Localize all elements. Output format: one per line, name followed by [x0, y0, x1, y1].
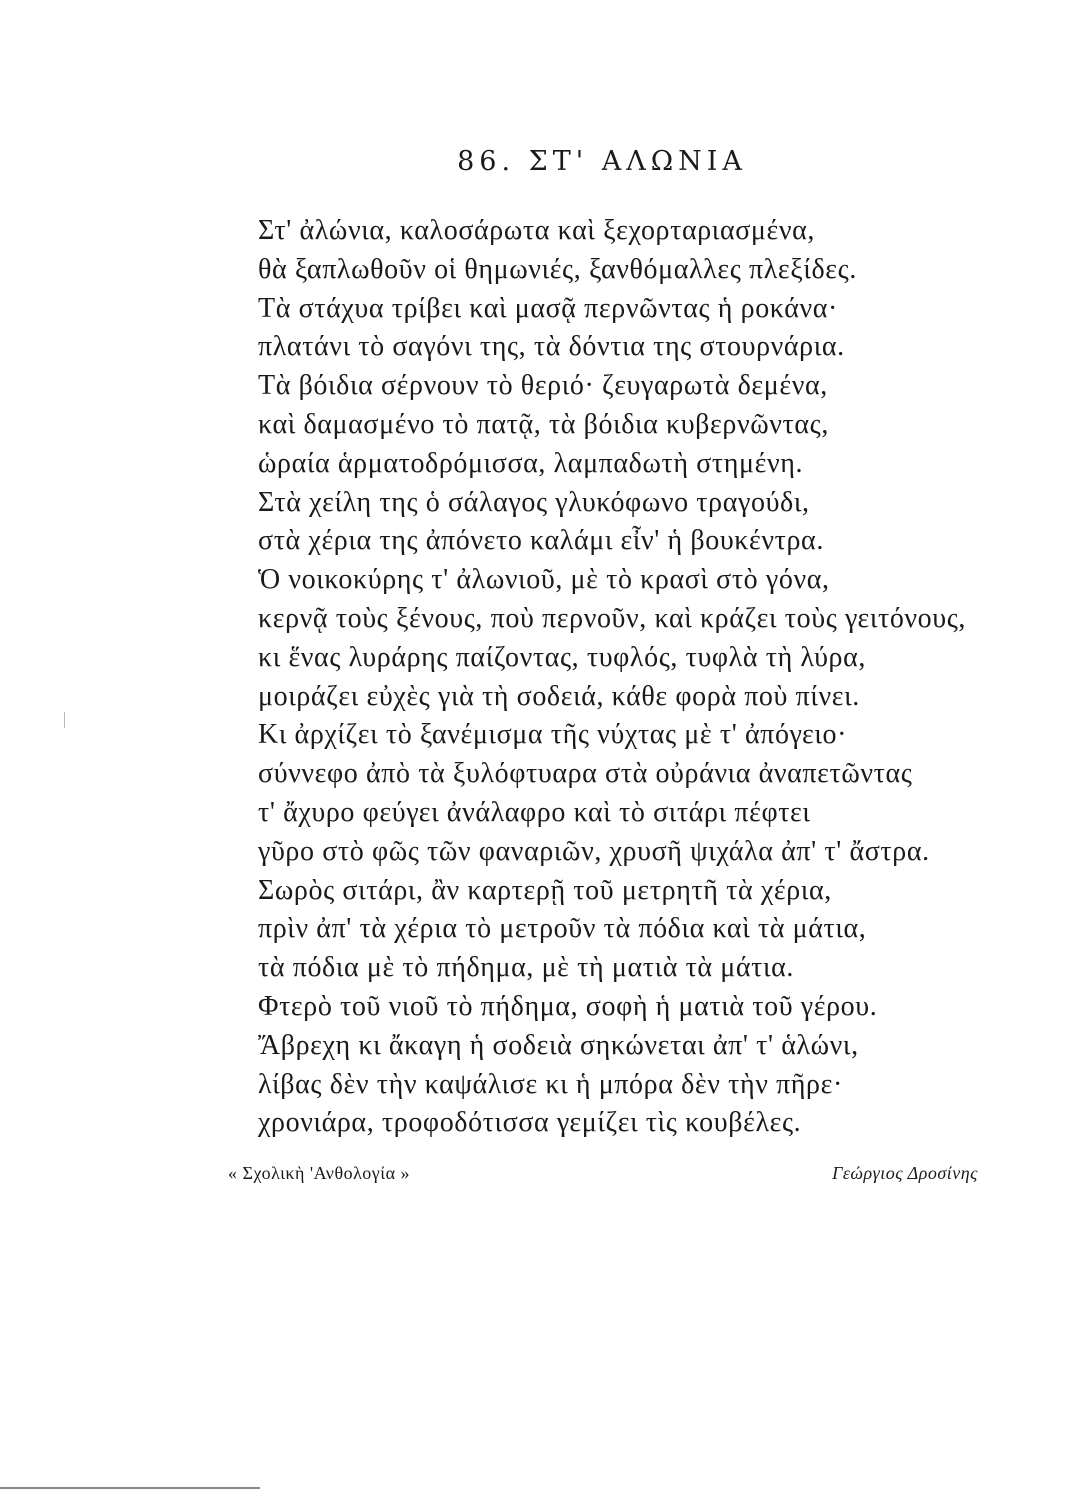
poem-line: σύννεφο ἀπὸ τὰ ξυλόφτυαρα στὰ οὐράνια ἀναπετῶντας	[258, 758, 913, 790]
poem-line: λίβας δὲν τὴν καψάλισε κι ἡ μπόρα δὲν τὴν πῆρε·	[258, 1068, 843, 1100]
poem-line: Τὰ στάχυα τρίβει καὶ μασᾷ περνῶντας ἡ ροκάνα·	[258, 292, 838, 324]
poem-title: 86. ΣΤ' ΑΛΩΝΙΑ	[457, 146, 747, 177]
poem-line: γῦρο στὸ φῶς τῶν φαναριῶν, χρυσῆ ψιχάλα ἀπ' τ' ἄστρα.	[258, 835, 930, 867]
author-name: Γεώργιος Δροσίνης	[832, 1163, 978, 1183]
poem-line: τὰ πόδια μὲ τὸ πήδημα, μὲ τὴ ματιὰ τὰ μάτια.	[258, 952, 795, 984]
poem-line: πλατάνι τὸ σαγόνι της, τὰ δόντια της στουρνάρια.	[258, 331, 845, 363]
poem-line: τ' ἄχυρο φεύγει ἀνάλαφρο καὶ τὸ σιτάρι πέφτει	[258, 796, 811, 828]
poem-line: Ἄβρεχη κι ἄκαγη ἡ σοδειὰ σηκώνεται ἀπ' τ' ἁλώνι,	[258, 1029, 859, 1061]
poem-line: κι ἕνας λυράρης παίζοντας, τυφλός, τυφλὰ τὴ λύρα,	[258, 641, 866, 673]
poem-line: καὶ δαμασμένο τὸ πατᾷ, τὰ βόιδια κυβερνῶντας,	[258, 408, 829, 440]
poem-line: ὡραία ἁρματοδρόμισσα, λαμπαδωτὴ στημένη.	[258, 447, 804, 479]
poem-line: Ὁ νοικοκύρης τ' ἀλωνιοῦ, μὲ τὸ κρασὶ στὸ γόνα,	[258, 564, 830, 596]
poem-line: Στ' ἀλώνια, καλοσάρωτα καὶ ξεχορταριασμένα,	[258, 215, 816, 246]
poem-line: πρὶν ἀπ' τὰ χέρια τὸ μετροῦν τὰ πόδια καὶ τὰ μάτια,	[258, 913, 867, 945]
poem-body	[258, 212, 1058, 1143]
poem-line: Κι ἀρχίζει τὸ ξανέμισμα τῆς νύχτας μὲ τ' ἀπόγειο·	[258, 719, 848, 751]
poem-line: Στὰ χείλη της ὁ σάλαγος γλυκόφωνο τραγούδι,	[258, 486, 810, 518]
scan-edge-line	[0, 1487, 260, 1489]
poem-line: χρονιάρα, τροφοδότισσα γεμίζει τὶς κουβέλες.	[258, 1107, 802, 1139]
poem-line: θὰ ξαπλωθοῦν οἱ θημωνιές, ξανθόμαλλες πλεξίδες.	[258, 253, 857, 285]
source-citation: « Σχολικὴ 'Ανθολογία »	[228, 1163, 411, 1183]
poem-line: μοιράζει εὐχὲς γιὰ τὴ σοδειά, κάθε φορὰ ποὺ πίνει.	[258, 680, 860, 712]
poem-line: στὰ χέρια της ἀπόνετο καλάμι εἶν' ἡ βουκέντρα.	[258, 525, 824, 557]
poem-line: Φτερὸ τοῦ νιοῦ τὸ πήδημα, σοφὴ ἡ ματιὰ τοῦ γέρου.	[258, 990, 878, 1022]
poem-line: Σωρὸς σιτάρι, ἂν καρτερῇ τοῦ μετρητῆ τὰ χέρια,	[258, 874, 832, 906]
poem-line: Τὰ βόιδια σέρνουν τὸ θεριό· ζευγαρωτὰ δεμένα,	[258, 370, 828, 402]
scan-margin-mark	[64, 712, 65, 728]
poem-line: κερνᾷ τοὺς ξένους, ποὺ περνοῦν, καὶ κράζει τοὺς γειτόνους,	[258, 602, 967, 634]
